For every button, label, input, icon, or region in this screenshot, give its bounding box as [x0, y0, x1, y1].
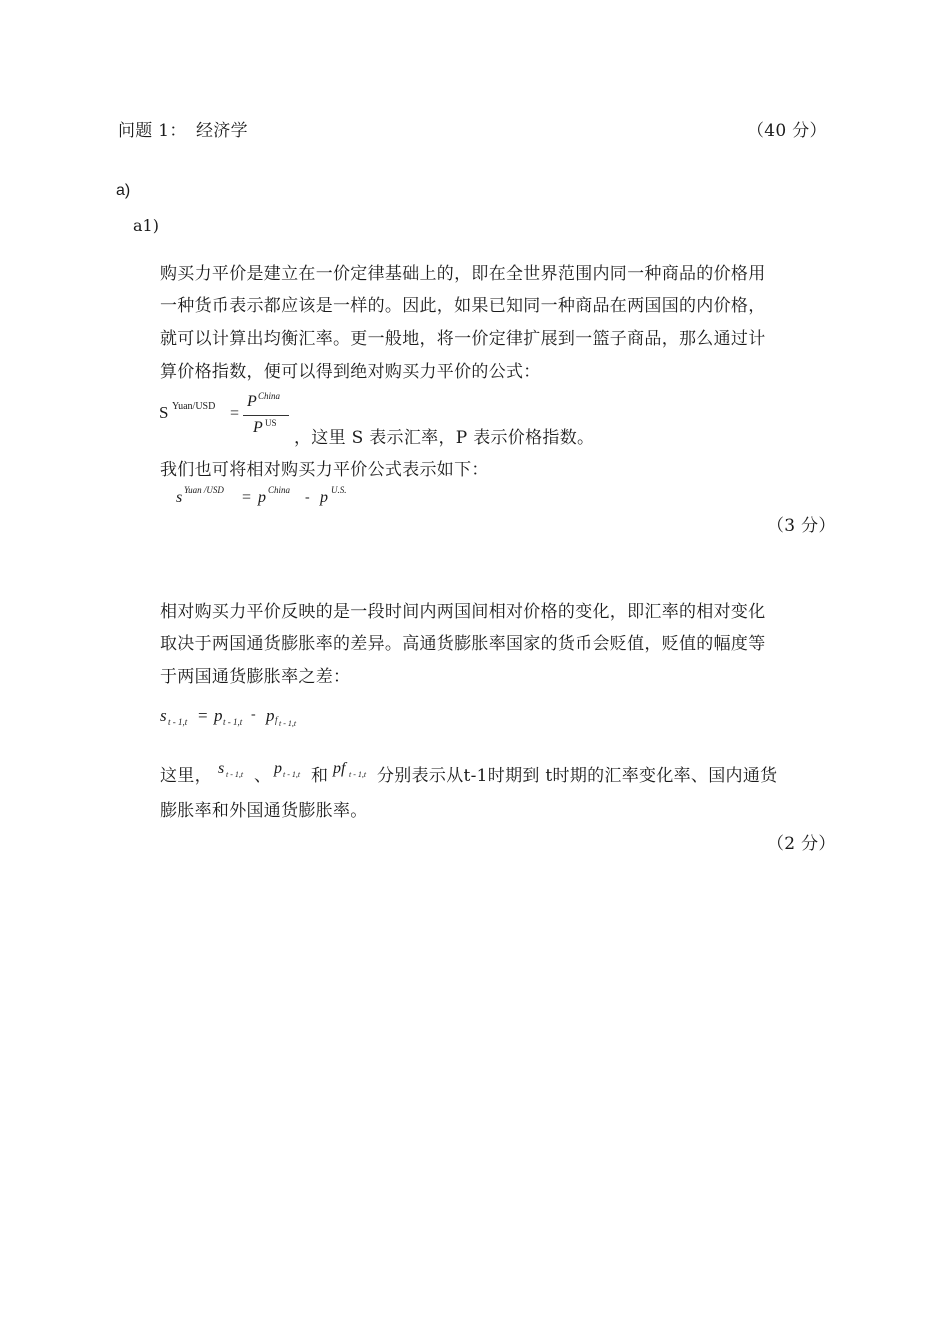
para2-line1: 相对购买力平价反映的是一段时间内两国间相对价格的变化，即汇率的相对变化: [160, 602, 766, 622]
formula1-fraction-bar: [243, 415, 289, 416]
formula3-s: s: [160, 706, 167, 725]
formula1-eq: =: [230, 405, 240, 422]
formula3-pf: p: [266, 706, 275, 725]
para1-line3: 就可以计算出均衡汇率。更一般地，将一价定律扩展到一篮子商品，那么通过计: [160, 329, 766, 349]
explain-p: p: [274, 760, 282, 777]
formula2-p1-sup: China: [268, 485, 291, 495]
explain-pf-sub: t - 1,t: [349, 770, 367, 779]
explain-sep: 、: [254, 766, 272, 786]
points-3: （3 分）: [767, 516, 836, 536]
formula3-pf-sub: t - 1,t: [279, 719, 297, 728]
para1-line2: 一种货币表示都应该是一样的。因此，如果已知同一种商品在两国国的内价格，: [160, 296, 766, 316]
para2-line2: 取决于两国通货膨胀率的差异。高通货膨胀率国家的货币会贬值，贬值的幅度等: [160, 634, 766, 654]
formula1-lhs: S: [159, 403, 169, 422]
explain-pf: pf: [333, 760, 346, 777]
part-a-label: a): [116, 182, 131, 199]
formula2-p2-sup: U.S.: [331, 485, 347, 495]
formula1-denominator-sup: US: [265, 418, 277, 428]
formula1-denominator: P: [253, 419, 263, 436]
explain-s-sub: t - 1,t: [226, 770, 244, 779]
explain-prefix: 这里，: [160, 766, 212, 786]
part-a1-label: a1): [133, 216, 159, 235]
explain-s: s: [218, 760, 225, 777]
question-label: 问题 1：: [118, 121, 187, 141]
para1-line4: 算价格指数，便可以得到绝对购买力平价的公式：: [160, 362, 541, 382]
formula3-s-sub: t - 1,t: [168, 717, 188, 727]
formula2-eq: =: [242, 489, 252, 506]
formula3-eq: =: [198, 706, 208, 725]
formula1-explanation: ，这里 S 表示汇率，P 表示价格指数。: [294, 428, 595, 448]
explain-and: 和: [311, 766, 329, 786]
formula3-p-sub: t - 1,t: [223, 717, 243, 727]
formula1-numerator-sup: China: [258, 391, 281, 401]
formula1-lhs-sup: Yuan/USD: [172, 401, 216, 412]
para2-line3: 于两国通货膨胀率之差：: [160, 667, 351, 687]
formula3-p: p: [214, 706, 223, 725]
formula2-minus: -: [305, 490, 310, 505]
formula2-s: s: [176, 489, 183, 506]
subject-title: 经济学: [196, 121, 248, 141]
question-points: （40 分）: [747, 121, 827, 141]
relative-ppp-intro: 我们也可将相对购买力平价公式表示如下：: [160, 460, 489, 480]
formula2-p1: p: [258, 489, 266, 506]
formula2-p2: p: [320, 489, 328, 506]
explain-p-sub: t - 1,t: [283, 770, 301, 779]
formula1-numerator: P: [247, 393, 257, 410]
points-2: （2 分）: [767, 834, 836, 854]
para1-line1: 购买力平价是建立在一价定律基础上的，即在全世界范围内同一种商品的价格用: [160, 264, 766, 284]
explain-rest: 分别表示从t-1时期到 t时期的汇率变化率、国内通货: [377, 766, 778, 786]
formula3-pf-sub-f: f: [275, 715, 278, 725]
formula3-minus: -: [251, 707, 256, 722]
explanation-line2: 膨胀率和外国通货膨胀率。: [160, 801, 368, 821]
formula2-s-sup: Yuan /USD: [184, 485, 224, 495]
